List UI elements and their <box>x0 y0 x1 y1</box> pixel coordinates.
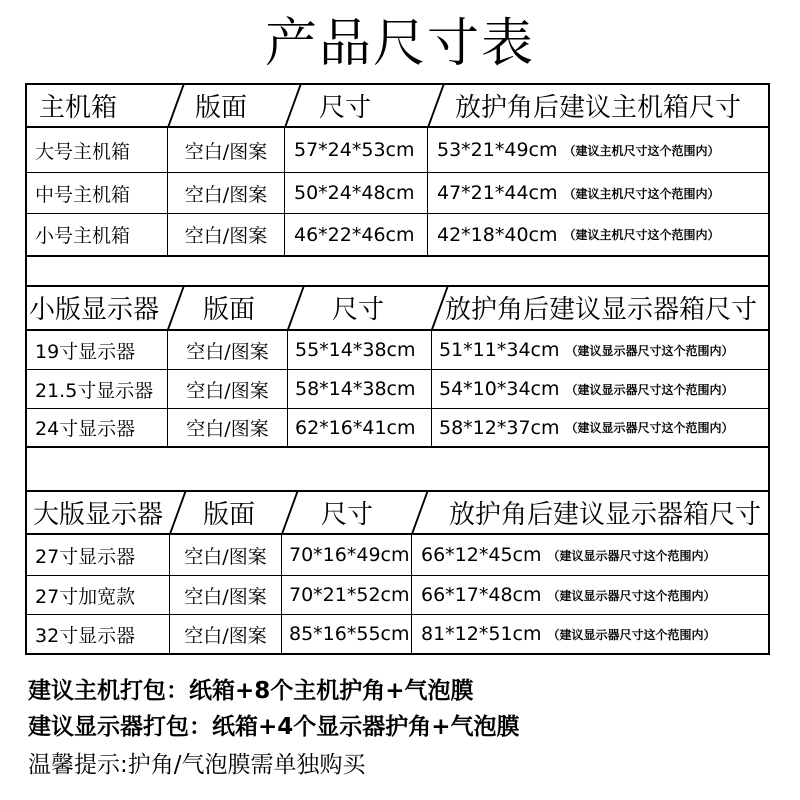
row-note: （建议主机尺寸这个范围内） <box>563 186 720 201</box>
row-name: 大号主机箱 <box>35 140 131 163</box>
host-packing-note: 建议主机打包：纸箱+8个主机护角+气泡膜 <box>28 678 474 704</box>
tip-note: 温馨提示:护角/气泡膜需单独购买 <box>28 752 366 778</box>
header-large-monitor: 大版显示器 <box>33 499 164 530</box>
header-layout: 版面 <box>195 93 248 123</box>
divider <box>411 491 428 533</box>
divider <box>411 535 412 655</box>
row-suggest: 81*12*51cm <box>421 623 542 645</box>
row-layout: 空白/图案 <box>184 225 268 247</box>
size-table <box>25 83 770 655</box>
row-size: 50*24*48cm <box>294 182 415 204</box>
row-name: 32寸显示器 <box>35 624 136 647</box>
header-suggest: 放护角后建议显示器箱尺寸 <box>445 295 758 325</box>
row-suggest: 42*18*40cm <box>437 223 558 246</box>
row-note: （建议主机尺寸这个范围内） <box>563 228 720 242</box>
row-note: （建议显示器尺寸这个范围内） <box>547 548 716 563</box>
divider <box>27 255 768 257</box>
row-name: 24寸显示器 <box>35 418 136 440</box>
row-size: 57*24*53cm <box>294 139 415 161</box>
row-note: （建议主机尺寸这个范围内） <box>563 143 720 158</box>
row-name: 27寸显示器 <box>35 545 136 568</box>
header-size: 尺寸 <box>332 295 385 325</box>
divider <box>281 491 298 533</box>
divider <box>169 491 186 533</box>
row-name: 21.5寸显示器 <box>35 379 154 402</box>
divider <box>284 128 285 255</box>
row-suggest: 51*11*34cm <box>439 339 560 361</box>
row-name: 小号主机箱 <box>35 225 131 247</box>
row-layout: 空白/图案 <box>186 340 269 363</box>
divider <box>27 446 768 448</box>
header-layout: 版面 <box>203 499 256 530</box>
row-size: 70*21*52cm <box>289 584 410 606</box>
row-layout: 空白/图案 <box>186 418 269 440</box>
row-size: 62*16*41cm <box>295 416 416 439</box>
row-note: （建议显示器尺寸这个范围内） <box>547 588 716 603</box>
row-suggest: 47*21*44cm <box>437 182 558 204</box>
row-suggest: 66*12*45cm <box>421 544 542 566</box>
header-host: 主机箱 <box>39 93 118 123</box>
row-layout: 空白/图案 <box>184 585 267 608</box>
row-suggest: 53*21*49cm <box>437 139 558 161</box>
header-suggest: 放护角后建议主机箱尺寸 <box>455 93 742 123</box>
header-small-monitor: 小版显示器 <box>29 295 160 325</box>
row-layout: 空白/图案 <box>184 624 267 647</box>
row-suggest: 54*10*34cm <box>439 378 560 400</box>
divider <box>168 85 185 126</box>
divider <box>287 331 288 446</box>
divider <box>281 535 282 655</box>
header-size: 尺寸 <box>321 499 374 530</box>
row-size: 58*14*38cm <box>295 378 416 400</box>
row-name: 19寸显示器 <box>35 340 136 363</box>
row-layout: 空白/图案 <box>184 545 267 568</box>
row-note: （建议显示器尺寸这个范围内） <box>565 421 734 435</box>
row-note: （建议显示器尺寸这个范围内） <box>547 627 716 642</box>
row-layout: 空白/图案 <box>184 140 268 163</box>
header-size: 尺寸 <box>319 93 372 123</box>
row-note: （建议显示器尺寸这个范围内） <box>565 382 734 397</box>
divider <box>285 85 302 126</box>
row-layout: 空白/图案 <box>184 183 268 206</box>
row-suggest: 66*17*48cm <box>421 584 542 606</box>
header-layout: 版面 <box>203 295 256 325</box>
divider <box>428 85 445 126</box>
row-size: 85*16*55cm <box>289 623 410 645</box>
row-size: 70*16*49cm <box>289 544 410 566</box>
monitor-packing-note: 建议显示器打包：纸箱+4个显示器护角+气泡膜 <box>28 714 520 740</box>
row-name: 27寸加宽款 <box>35 585 136 608</box>
divider <box>287 286 305 329</box>
row-size: 55*14*38cm <box>295 339 416 361</box>
divider <box>431 331 432 446</box>
row-suggest: 58*12*37cm <box>439 416 560 439</box>
page-title: 产品尺寸表 <box>264 14 535 74</box>
divider <box>167 286 185 329</box>
row-size: 46*22*46cm <box>294 223 415 246</box>
divider <box>427 128 428 255</box>
header-suggest: 放护角后建议显示器箱尺寸 <box>449 499 762 530</box>
row-name: 中号主机箱 <box>35 183 131 206</box>
row-note: （建议显示器尺寸这个范围内） <box>565 343 734 358</box>
row-layout: 空白/图案 <box>186 379 269 402</box>
